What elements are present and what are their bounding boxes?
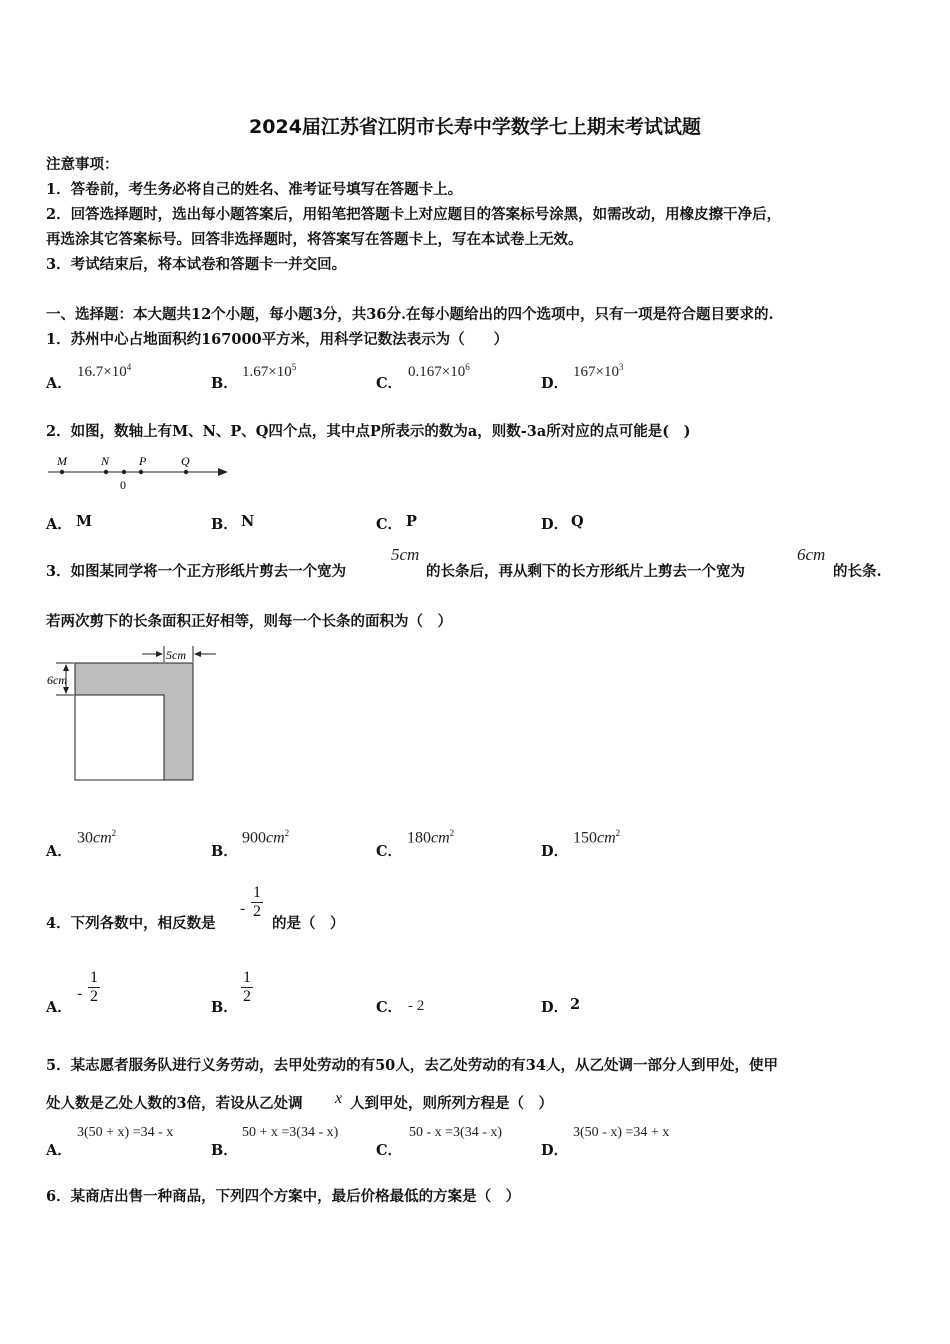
notice-heading: 注意事项： — [46, 156, 119, 173]
top-label: 5cm — [166, 648, 186, 662]
q1-option-b: $1.67\times 10^5$ — [242, 362, 297, 380]
left-arrowhead-bottom — [63, 687, 69, 694]
q2-option-d: Q — [571, 513, 584, 530]
q4-option-a-neg: - — [77, 985, 83, 1002]
q3-option-c: $180cm^2$ — [407, 828, 455, 847]
q4-fraction — [251, 884, 263, 921]
left-arrowhead-top — [63, 664, 69, 671]
q5-option-c: 50 - x =3(34 - x) — [409, 1125, 503, 1140]
q1-option-a: $16.7\times 10^4$ — [77, 362, 132, 380]
q1-label-d: D． — [541, 375, 569, 392]
notice-item-2a: 2．回答选择题时，选出每小题答案后，用铅笔把答题卡上对应题目的答案标号涂黑，如需改动，用橡皮擦干净后， — [46, 206, 782, 223]
label-n: N — [101, 454, 110, 468]
q2-label-b: B． — [211, 516, 238, 533]
q1-label-a: A． — [46, 375, 72, 392]
label-q: Q — [181, 454, 190, 468]
q2-label-a: A． — [46, 516, 72, 533]
q1-option-c: $0.167\times 10^6$ — [408, 362, 470, 380]
q4-option-c: - 2 — [408, 998, 425, 1014]
q3-width-1: 5cm — [391, 545, 420, 564]
q4-neg-sign: - — [240, 900, 246, 917]
q5-variable: x — [335, 1090, 343, 1107]
q3-text-2: 若两次剪下的长条面积正好相等，则每一个长条的面积为（ ） — [46, 613, 452, 630]
q5-label-c: C． — [376, 1142, 403, 1159]
q3-option-d: $150cm^2$ — [573, 828, 621, 847]
notice-item-1: 1．答卷前，考生务必将自己的姓名、准考证号填写在答题卡上。 — [46, 181, 463, 198]
notice-item-3: 3．考试结束后，将本试卷和答题卡一并交回。 — [46, 256, 347, 273]
top-arrowhead-left — [156, 651, 163, 657]
q5-option-a: 3(50 + x) =34 - x — [77, 1125, 174, 1140]
notice-item-2b: 再选涂其它答案标号。回答非选择题时，将答案写在答题卡上，写在本试卷上无效。 — [46, 231, 583, 248]
q3-label-a: A． — [46, 843, 72, 860]
q5-text-2a: 处人数是乙处人数的3倍，若设从乙处调 — [46, 1095, 303, 1112]
label-zero: 0 — [120, 478, 126, 492]
q5-label-a: A． — [46, 1142, 72, 1159]
q1-option-d: $167\times 10^3$ — [573, 362, 624, 380]
q4-text-b: 的是（ ） — [272, 915, 345, 932]
q5-option-b: 50 + x =3(34 - x) — [242, 1125, 339, 1140]
q5-label-d: D． — [541, 1142, 569, 1159]
q3-text-c: 的长条. — [833, 563, 882, 580]
q2-label-c: C． — [376, 516, 403, 533]
point-p — [139, 470, 143, 474]
q4-numerator: 1 — [253, 884, 261, 901]
q4-label-d: D． — [541, 999, 569, 1016]
q3-width-2: 6cm — [797, 545, 826, 564]
q4-text-a: 4．下列各数中，相反数是 — [46, 915, 216, 932]
q4-option-a-fraction: $\frac{1}{2}$ — [90, 969, 98, 1005]
q3-label-c: C． — [376, 843, 403, 860]
point-q — [184, 470, 188, 474]
square-cut-figure — [44, 642, 224, 787]
point-zero — [122, 470, 126, 474]
point-n — [104, 470, 108, 474]
section-heading: 一、选择题：本大题共12个小题，每小题3分，共36分.在每小题给出的四个选项中，只有一项是符合题目要求的. — [46, 306, 774, 323]
q2-option-b: N — [241, 513, 255, 530]
q3-label-d: D． — [541, 843, 569, 860]
q4-label-b: B． — [211, 999, 238, 1016]
q3-text-b: 的长条后，再从剩下的长方形纸片上剪去一个宽为 — [426, 563, 745, 580]
q2-text: 2．如图，数轴上有M、N、P、Q四个点，其中点P所表示的数为a，则数-3a所对应的点可能是( ) — [46, 423, 691, 440]
number-line-figure — [44, 450, 234, 494]
q2-label-d: D． — [541, 516, 569, 533]
q1-text: 1．苏州中心占地面积约167000平方米，用科学记数法表示为（ ） — [46, 331, 509, 348]
q5-text-1: 5．某志愿者服务队进行义务劳动，去甲处劳动的有50人，去乙处劳动的有34人，从乙处调一部分人到甲处，使甲 — [46, 1057, 778, 1074]
q4-denominator: 2 — [253, 903, 261, 920]
point-m — [60, 470, 64, 474]
q4-label-a: A． — [46, 999, 72, 1016]
label-m: M — [57, 454, 67, 468]
q4-label-c: C． — [376, 999, 403, 1016]
q5-text-2b: 人到甲处，则所列方程是（ ） — [350, 1095, 553, 1112]
q5-label-b: B． — [211, 1142, 238, 1159]
label-p: P — [139, 454, 147, 468]
q4-option-d: 2 — [570, 996, 581, 1013]
q1-label-b: B． — [211, 375, 238, 392]
top-arrowhead-right — [194, 651, 201, 657]
q3-option-a: $30cm^2$ — [77, 828, 117, 847]
q4-option-b-fraction: $\frac{1}{2}$ — [243, 969, 251, 1005]
q5-option-d: 3(50 - x) =34 + x — [573, 1125, 670, 1140]
q3-label-b: B． — [211, 843, 238, 860]
left-label: 6cm — [47, 673, 67, 687]
q2-option-a: M — [76, 513, 93, 530]
q2-option-c: P — [406, 513, 417, 530]
q6-text: 6．某商店出售一种商品，下列四个方案中，最后价格最低的方案是（ ） — [46, 1188, 521, 1205]
q3-text-a: 3．如图某同学将一个正方形纸片剪去一个宽为 — [46, 563, 347, 580]
q3-option-b: $900cm^2$ — [242, 828, 290, 847]
q1-label-c: C． — [376, 375, 403, 392]
page-title: 2024届江苏省江阴市长寿中学数学七上期末考试试题 — [249, 116, 701, 138]
number-line-arrow — [218, 468, 228, 476]
